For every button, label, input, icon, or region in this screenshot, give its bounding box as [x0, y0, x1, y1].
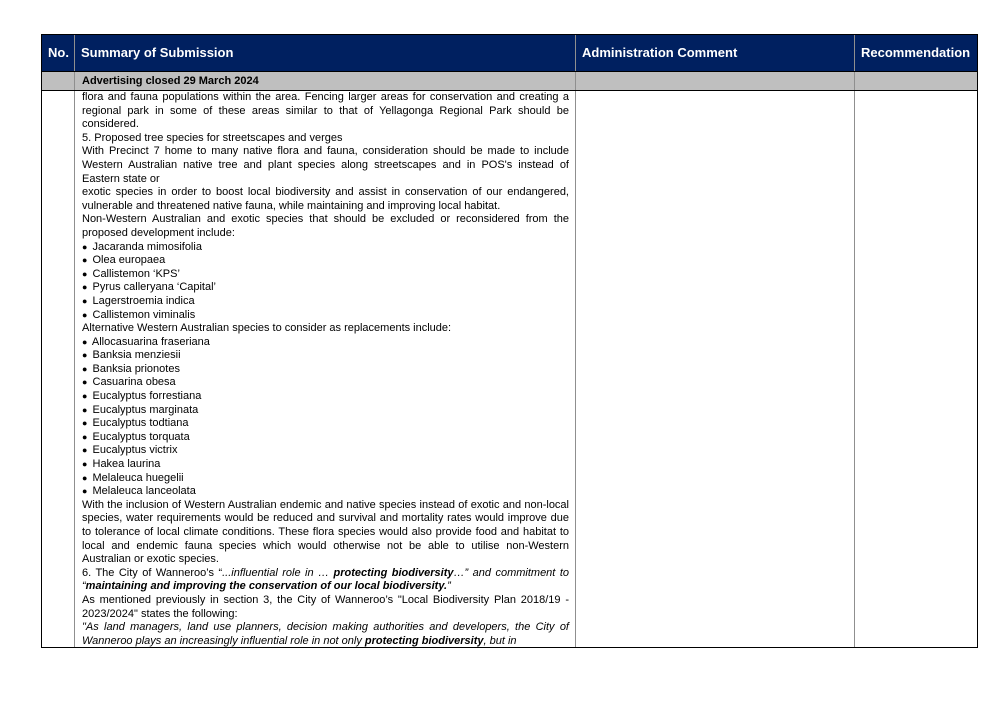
bullet-icon: ● [82, 295, 88, 306]
list-item [82, 363, 569, 377]
recommendation-cell [855, 91, 977, 647]
bullet-icon: ● [82, 282, 88, 293]
species-name: Pyrus calleryana ‘Capital’ [92, 281, 216, 294]
species-name: Banksia menziesii [92, 349, 181, 362]
species-name: Banksia prionotes [92, 362, 180, 375]
species-name: Jacaranda mimosifolia [92, 240, 202, 253]
bullet-icon: ● [82, 431, 88, 442]
species-name: Eucalyptus victrix [92, 444, 178, 457]
bullet-icon: ● [82, 472, 88, 483]
list-item [82, 444, 569, 458]
species-name: Eucalyptus todtiana [92, 417, 189, 430]
header-no: No. [42, 35, 75, 71]
header-recommendation: Recommendation [861, 45, 971, 60]
bullet-icon: ● [82, 336, 88, 347]
species-name: Hakea laurina [92, 458, 161, 471]
section-heading: 6. The City of Wanneroo’s “...influential role in … protecting biodiversity…” and commitment to “maintaining and improving the conservation of our local biodiversity.” [82, 566, 569, 593]
species-name: Melaleuca huegelii [92, 471, 184, 484]
bullet-icon: ● [82, 350, 88, 361]
list-item [82, 241, 569, 255]
list-item [82, 390, 569, 404]
species-name: Olea europaea [92, 254, 166, 267]
section-title: Advertising closed 29 March 2024 [75, 72, 576, 90]
bullet-icon: ● [82, 459, 88, 470]
bullet-icon: ● [82, 377, 88, 388]
bullet-icon: ● [82, 255, 88, 266]
paragraph: flora and fauna populations within the area. Fencing larger areas for conservation and creating a regional park in some of these areas similar to that of Yellagonga Regional Park should be considered. [82, 91, 569, 131]
list-item [82, 349, 569, 363]
list-item [82, 254, 569, 268]
alternative-species-list [82, 336, 569, 499]
species-name: Callistemon viminalis [92, 308, 196, 321]
bullet-icon: ● [82, 404, 88, 415]
admin-comment-cell [576, 91, 855, 647]
list-item [82, 281, 569, 295]
section-admin-cell [576, 72, 855, 90]
bullet-icon: ● [82, 241, 88, 252]
list-item [82, 336, 569, 350]
list-item [82, 431, 569, 445]
species-name: Allocasuarina fraseriana [91, 335, 210, 348]
paragraph: As mentioned previously in section 3, the City of Wanneroo’s "Local Biodiversity Plan 2018/19 - 2023/2024" states the following: [82, 593, 569, 620]
section-no-cell [42, 72, 75, 90]
header-summary: Summary of Submission [75, 35, 576, 71]
list-item [82, 309, 569, 323]
list-item [82, 458, 569, 472]
quote: "As land managers, land use planners, decision making authorities and developers, the City of Wanneroo plays an increasingly influential role in not only protecting biodiversity, but in [82, 621, 569, 647]
paragraph: exotic species in order to boost local biodiversity and assist in conservation of our endangered, vulnerable and threatened native fauna, while maintaining and improving local habitat. [82, 186, 569, 212]
list-item [82, 404, 569, 418]
bullet-icon: ● [82, 309, 88, 320]
table-row [42, 91, 977, 647]
species-name: Callistemon ‘KPS’ [92, 267, 180, 280]
species-name: Eucalyptus torquata [92, 430, 190, 443]
list-item [82, 472, 569, 486]
paragraph: With Precinct 7 home to many native flora and fauna, consideration should be made to include Western Australian native tree and plant species along streetscapes and in POS's instead of Eastern state or [82, 145, 569, 185]
section-rec-cell [855, 72, 977, 90]
list-item [82, 376, 569, 390]
bullet-icon: ● [82, 486, 88, 497]
bullet-icon: ● [82, 445, 88, 456]
excluded-species-list [82, 241, 569, 323]
list-item [82, 295, 569, 309]
list-item [82, 485, 569, 499]
list-item [82, 268, 569, 282]
list-item [82, 417, 569, 431]
paragraph: With the inclusion of Western Australian endemic and native species instead of exotic and non-local species, water requirements would be reduced and survival and mortality rates would improve due to tolerance of local climate conditions. These flora species would also provide food and habitat to local and endemic fauna species which would otherwise not be able to utilise non-Western Australian or exotic species. [82, 498, 569, 566]
paragraph: Alternative Western Australian species to consider as replacements include: [82, 322, 452, 335]
section-row [42, 71, 977, 91]
species-name: Eucalyptus marginata [92, 403, 199, 416]
table-header-row [42, 35, 977, 71]
species-name: Lagerstroemia indica [92, 294, 195, 307]
paragraph: Non-Western Australian and exotic species that should be excluded or reconsidered from the proposed development include: [82, 213, 569, 239]
row-no-cell [42, 91, 75, 647]
section-heading: 5. Proposed tree species for streetscapes and verges [82, 131, 343, 144]
species-name: Eucalyptus forrestiana [92, 390, 202, 403]
bullet-icon: ● [82, 268, 88, 279]
bullet-icon: ● [82, 391, 88, 402]
bullet-icon: ● [82, 418, 88, 429]
submissions-table [41, 34, 978, 648]
header-admin-comment: Administration Comment [576, 35, 855, 71]
bullet-icon: ● [82, 363, 88, 374]
species-name: Melaleuca lanceolata [92, 485, 196, 498]
species-name: Casuarina obesa [92, 376, 176, 389]
submission-summary-cell [75, 91, 576, 647]
